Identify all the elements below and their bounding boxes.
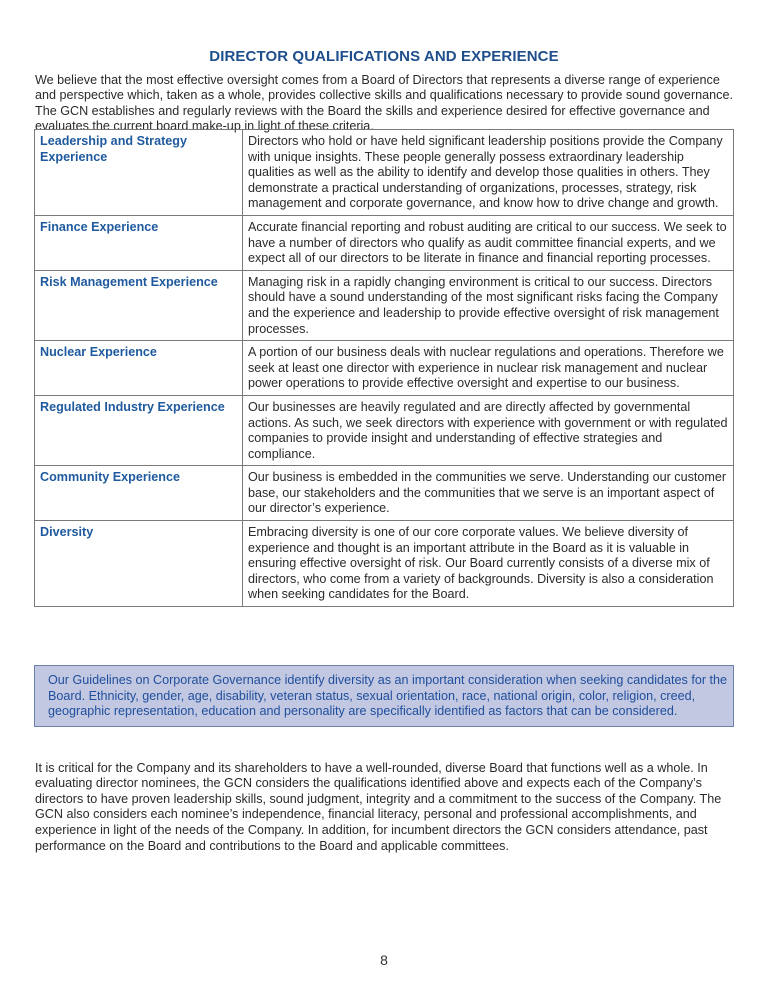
qualification-description: Our businesses are heavily regulated and are directly affected by governmental actions. As such, we seek directors with experience with government or with regulated companies to provide insight and understanding of effective strategies and compliance. xyxy=(243,395,734,465)
qualification-name: Finance Experience xyxy=(35,215,243,270)
qualification-description: Directors who hold or have held significant leadership positions provide the Company with unique insights. These people generally possess extraordinary leadership qualities as well as the ability to identify and develop those qualities in others. They demonstrate a practical understanding of organizations, processes, strategy, risk management and corporate governance, and know how to drive change and growth. xyxy=(243,130,734,216)
page-title: DIRECTOR QUALIFICATIONS AND EXPERIENCE xyxy=(209,48,559,66)
qualification-description: Managing risk in a rapidly changing environment is critical to our success. Directors should have a sound understanding of the most significant risks facing the Company and the experience and leadership to provide effective oversight of risk management processes. xyxy=(243,270,734,340)
qualification-name: Risk Management Experience xyxy=(35,270,243,340)
qualification-name: Community Experience xyxy=(35,466,243,521)
page-number: 8 xyxy=(380,952,388,968)
table-row xyxy=(35,395,734,465)
qualification-description: Embracing diversity is one of our core corporate values. We believe diversity of experience and thought is an important attribute in the Board as it is valuable in ensuring effective oversight of risk. Our Board currently consists of a diverse mix of directors, who come from a variety of backgrounds. Diversity is also a consideration when seeking candidates for the Board. xyxy=(243,521,734,607)
intro-paragraph: We believe that the most effective oversight comes from a Board of Directors that represents a diverse range of experience and perspective which, taken as a whole, provides collective skills and qualifications necessary to provide sound governance. The GCN establishes and regularly reviews with the Board the skills and experience desired for effective governance and evaluates the current board make-up in light of these criteria. xyxy=(35,72,733,134)
qualification-name: Nuclear Experience xyxy=(35,341,243,396)
qualification-name: Diversity xyxy=(35,521,243,607)
closing-paragraph: It is critical for the Company and its shareholders to have a well-rounded, diverse Board that functions well as a whole. In evaluating director nominees, the GCN considers the qualifications identified above and expects each of the Company’s directors to have proven leadership skills, sound judgment, integrity and a commitment to the success of the Company. The GCN also considers each nominee’s independence, financial literacy, personal and professional accomplishments, and experience in light of the needs of the Company. In addition, for incumbent directors the GCN considers attendance, past performance on the Board and contributions to the Board and applicable committees. xyxy=(35,760,722,853)
table-row xyxy=(35,521,734,607)
qualification-name: Leadership and Strategy Experience xyxy=(35,130,243,216)
qualification-description: Our business is embedded in the communities we serve. Understanding our customer base, our stakeholders and the communities that we serve is an important aspect of our director’s experience. xyxy=(243,466,734,521)
qualifications-table xyxy=(34,129,734,607)
table-row xyxy=(35,215,734,270)
qualification-name: Regulated Industry Experience xyxy=(35,395,243,465)
diversity-callout-box: Our Guidelines on Corporate Governance identify diversity as an important consideration when seeking candidates for the Board. Ethnicity, gender, age, disability, veteran status, sexual orientation, race, national origin, color, religion, creed, geographic representation, education and personality are specifically identified as factors that can be considered. xyxy=(34,665,734,727)
qualification-description: Accurate financial reporting and robust auditing are critical to our success. We seek to have a number of directors who qualify as audit committee financial experts, and we expect all of our directors to be literate in finance and financial reporting processes. xyxy=(243,215,734,270)
table-row xyxy=(35,341,734,396)
table-row xyxy=(35,466,734,521)
table-row xyxy=(35,270,734,340)
table-row xyxy=(35,130,734,216)
qualification-description: A portion of our business deals with nuclear regulations and operations. Therefore we seek at least one director with experience in nuclear risk management and nuclear power operations to provide effective oversight and expertise to our business. xyxy=(243,341,734,396)
